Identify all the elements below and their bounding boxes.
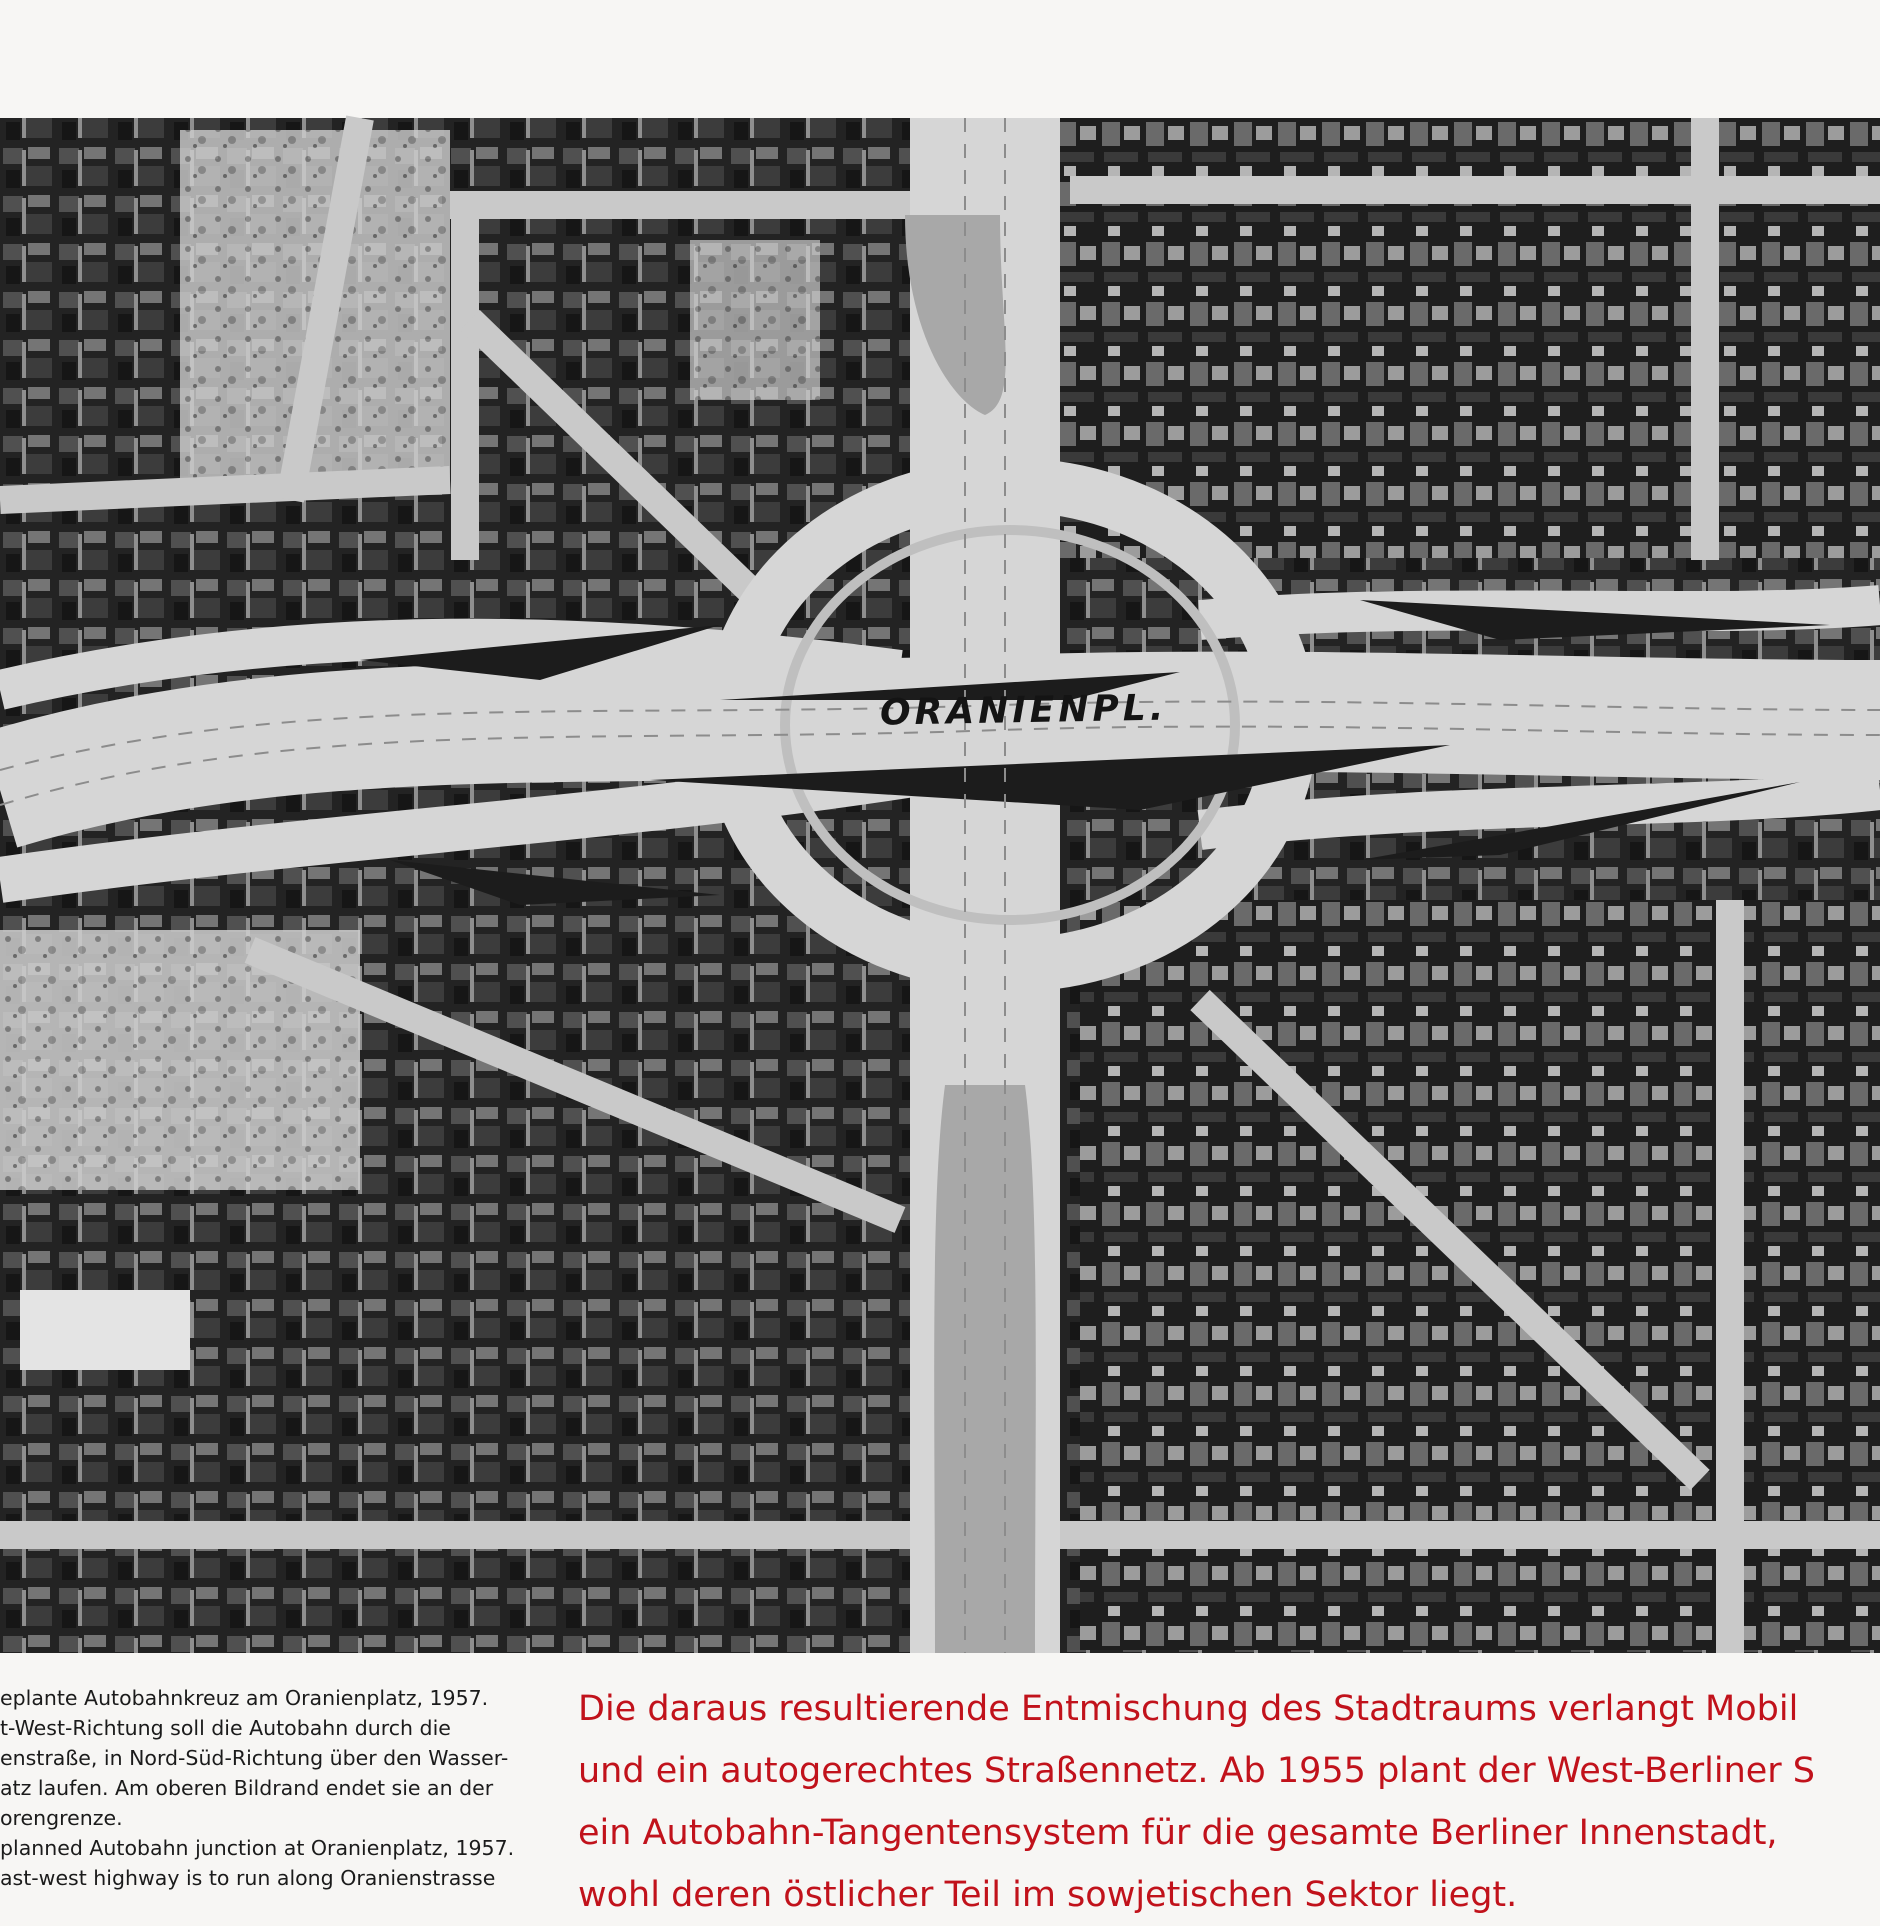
main-body-text bbox=[578, 1678, 1880, 1926]
body-line: wohl deren östlicher Teil im sowjetischen Sektor liegt. bbox=[578, 1875, 1518, 1915]
caption-line: enstraße, in Nord-Süd-Richtung über den Wasser- bbox=[0, 1746, 509, 1770]
body-line: und ein autogerechtes Straßennetz. Ab 1955 plant der West-Berliner S bbox=[578, 1751, 1816, 1791]
caption-line: planned Autobahn junction at Oranienplatz, 1957. bbox=[0, 1836, 515, 1860]
caption-line: atz laufen. Am oberen Bildrand endet sie an der bbox=[0, 1776, 494, 1800]
body-line: Die daraus resultierende Entmischung des Stadtraums verlangt Mobil bbox=[578, 1689, 1799, 1729]
caption-line: eplante Autobahnkreuz am Oranienplatz, 1957. bbox=[0, 1686, 489, 1710]
caption-line: t-West-Richtung soll die Autobahn durch die bbox=[0, 1716, 451, 1740]
map-label-oranienplatz: ORANIENPL. bbox=[879, 687, 1168, 734]
caption-line: orengrenze. bbox=[0, 1806, 123, 1830]
photo-caption bbox=[0, 1683, 540, 1893]
caption-line: ast-west highway is to run along Oranienstrasse bbox=[0, 1866, 496, 1890]
body-line: ein Autobahn-Tangentensystem für die gesamte Berliner Innenstadt, bbox=[578, 1813, 1778, 1853]
